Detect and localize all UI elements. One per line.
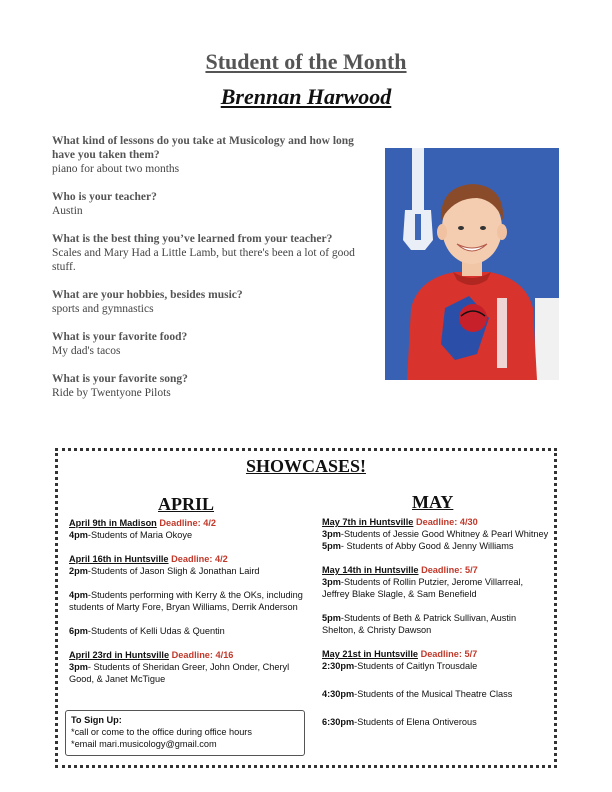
slot-time: 3pm xyxy=(69,662,88,672)
event-header xyxy=(69,649,309,661)
event-date: April 9th in Madison xyxy=(69,518,157,528)
question: Who is your teacher? xyxy=(52,191,157,203)
page-title: Student of the Month xyxy=(205,49,407,74)
slot-text: -Students of Kelli Udas & Quentin xyxy=(87,626,225,636)
slot-time: 5pm xyxy=(322,541,341,551)
event-deadline: Deadline: 5/7 xyxy=(421,565,478,575)
answer: Austin xyxy=(52,205,83,217)
slot xyxy=(322,660,552,672)
qa-item-food xyxy=(52,330,374,358)
slot-time: 3pm xyxy=(322,577,341,587)
slot-text: -Students of Rollin Putzier, Jerome Villarreal, Jeffrey Blake Slagle, & Sam Benefield xyxy=(322,577,524,599)
slot xyxy=(322,612,552,636)
slot-text: -Students of Caitlyn Trousdale xyxy=(354,661,478,671)
slot xyxy=(322,576,552,600)
qa-item-lessons xyxy=(52,134,374,176)
slot-time: 4pm xyxy=(69,530,88,540)
signup-box xyxy=(65,710,305,756)
slot xyxy=(69,565,309,577)
qa-item-hobbies xyxy=(52,288,374,316)
student-portrait-illustration xyxy=(385,148,559,380)
slot-text: -Students performing with Kerry & the OKs, including students of Marty Fore, Bryan Williams, Derrik Anderson xyxy=(69,590,303,612)
signup-heading: To Sign Up: xyxy=(71,715,122,725)
slot-time: 6pm xyxy=(69,626,88,636)
slot-text: -Students of Jason Sligh & Jonathan Laird xyxy=(87,566,260,576)
slot-time: 4pm xyxy=(69,590,88,600)
question: What is your favorite song? xyxy=(52,373,188,385)
april-heading: APRIL xyxy=(158,494,215,514)
question: What is the best thing you’ve learned from your teacher? xyxy=(52,233,333,245)
slot xyxy=(69,529,309,541)
slot-time: 2pm xyxy=(69,566,88,576)
event-header xyxy=(69,517,309,529)
slot-text: -Students of Elena Ontiverous xyxy=(354,717,477,727)
signup-line-email: *email mari.musicology@gmail.com xyxy=(71,739,217,749)
event-deadline: Deadline: 4/2 xyxy=(159,518,217,528)
slot-time: 4:30pm xyxy=(322,689,355,699)
slot xyxy=(322,688,552,700)
student-name: Brennan Harwood xyxy=(220,84,392,109)
may-heading: MAY xyxy=(412,492,454,512)
answer: Ride by Twentyone Pilots xyxy=(52,387,171,399)
slot-text: -Students of Maria Okoye xyxy=(87,530,193,540)
event-deadline: Deadline: 4/2 xyxy=(171,554,228,564)
slot-time: 6:30pm xyxy=(322,717,355,727)
event-date: April 23rd in Huntsville xyxy=(69,650,170,660)
event-date: April 16th in Huntsville xyxy=(69,554,169,564)
answer: piano for about two months xyxy=(52,163,180,175)
event-date: May 14th in Huntsville xyxy=(322,565,419,575)
slot-text: -Students of Beth & Patrick Sullivan, Austin Shelton, & Christy Dawson xyxy=(322,613,517,635)
slot-text: - Students of Abby Good & Jenny Williams xyxy=(340,541,514,551)
event-header xyxy=(322,648,552,660)
event-deadline: Deadline: 5/7 xyxy=(420,649,478,659)
event-deadline: Deadline: 4/30 xyxy=(415,517,478,527)
slot xyxy=(322,540,552,552)
slot xyxy=(69,625,309,637)
showcases-title: SHOWCASES! xyxy=(245,456,367,476)
slot-time: 5pm xyxy=(322,613,341,623)
signup-line-call: *call or come to the office during office hours xyxy=(71,727,252,737)
question: What is your favorite food? xyxy=(52,331,188,343)
slot xyxy=(322,716,552,728)
slot xyxy=(322,528,552,540)
slot xyxy=(69,661,309,685)
student-photo xyxy=(385,148,559,380)
slot-text: -Students of Jessie Good Whitney & Pearl Whitney xyxy=(340,529,549,539)
event-date: May 7th in Huntsville xyxy=(322,517,414,527)
answer: My dad's tacos xyxy=(52,345,121,357)
qa-item-teacher xyxy=(52,190,374,218)
answer: sports and gymnastics xyxy=(52,303,154,315)
question: What kind of lessons do you take at Musicology and how long have you taken them? xyxy=(52,135,354,161)
slot-text: - Students of Sheridan Greer, John Onder, Cheryl Good, & Janet McTigue xyxy=(69,662,290,684)
event-header xyxy=(322,564,552,576)
slot xyxy=(69,589,309,613)
event-date: May 21st in Huntsville xyxy=(322,649,418,659)
answer: Scales and Mary Had a Little Lamb, but there's been a lot of good stuff. xyxy=(52,247,355,273)
question: What are your hobbies, besides music? xyxy=(52,289,243,301)
slot-time: 3pm xyxy=(322,529,341,539)
slot-text: -Students of the Musical Theatre Class xyxy=(354,689,513,699)
qa-item-best-thing xyxy=(52,232,374,274)
slot-time: 2:30pm xyxy=(322,661,355,671)
may-column xyxy=(322,516,552,728)
event-header xyxy=(322,516,552,528)
event-deadline: Deadline: 4/16 xyxy=(171,650,234,660)
event-header xyxy=(69,553,309,565)
april-column xyxy=(69,517,309,685)
qa-item-song xyxy=(52,372,374,400)
